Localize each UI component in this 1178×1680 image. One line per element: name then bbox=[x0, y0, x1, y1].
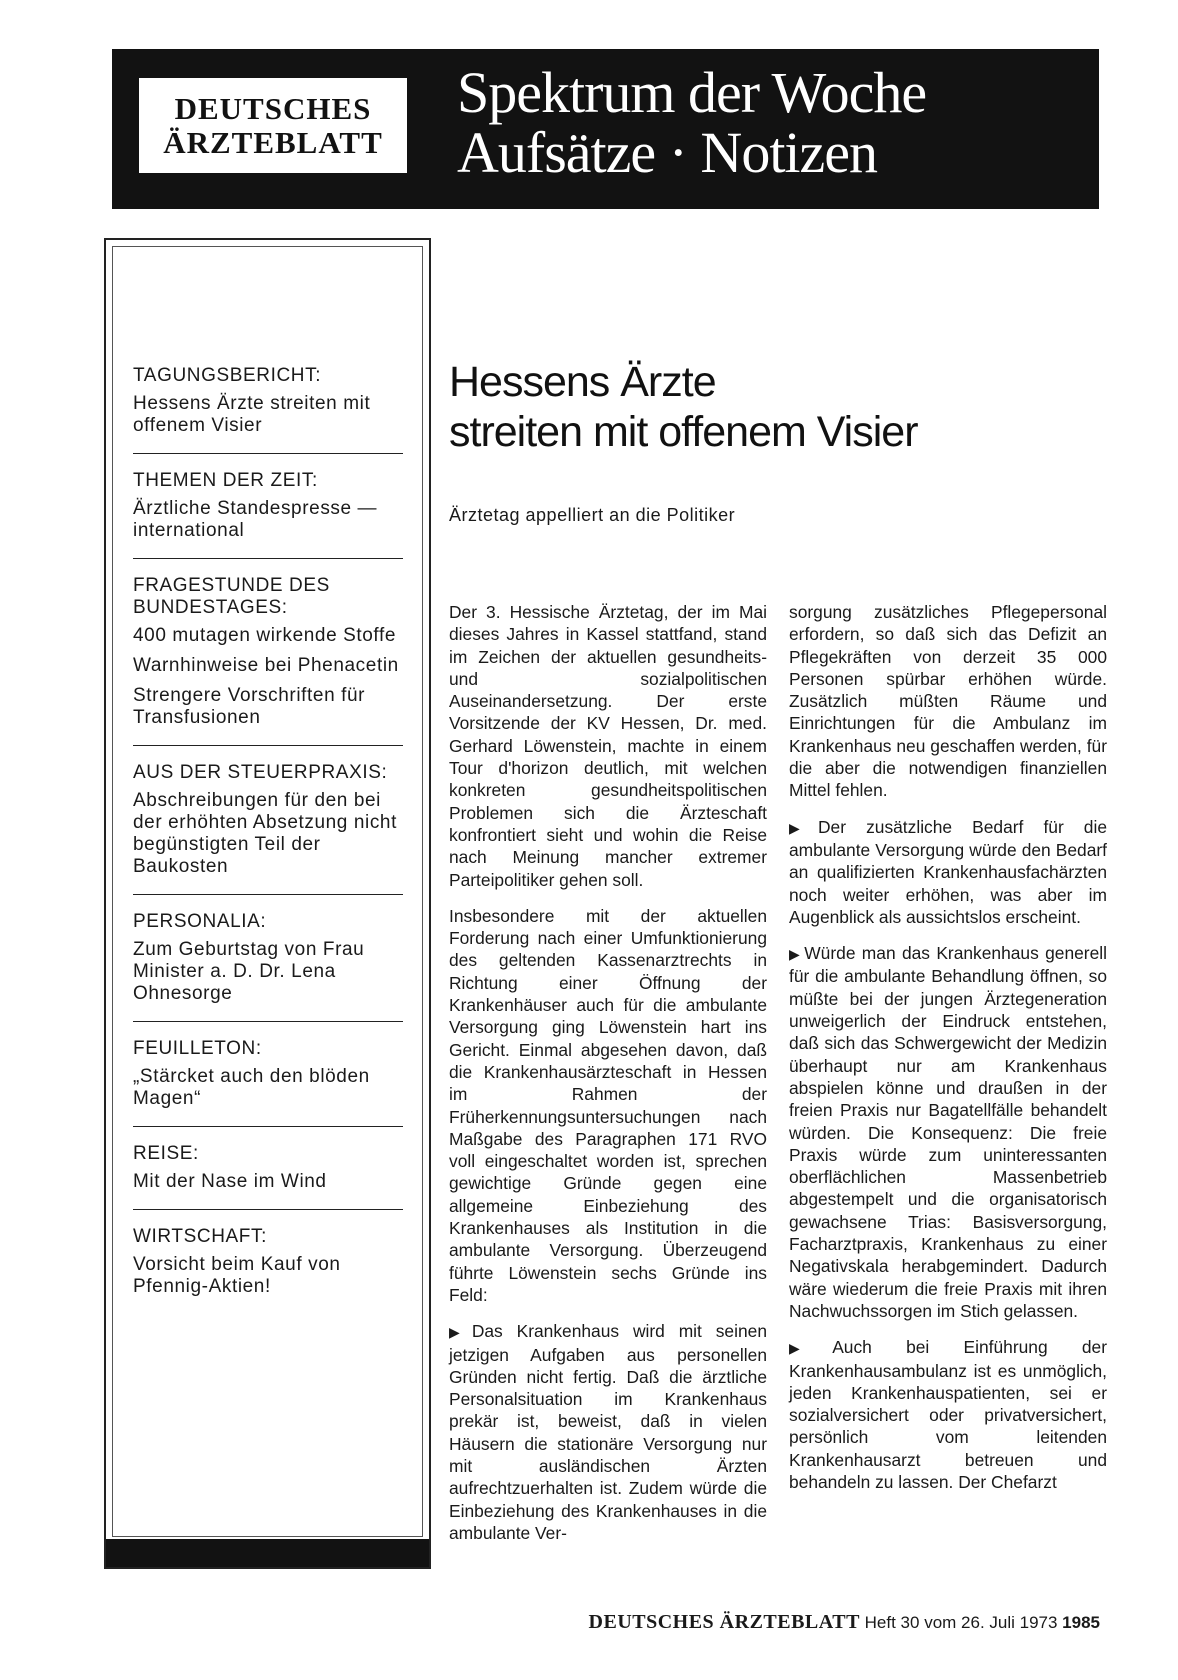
toc-section bbox=[133, 1143, 403, 1210]
footer-journal-name: DEUTSCHES ÄRZTEBLATT bbox=[588, 1611, 860, 1633]
paragraph-text: Auch bei Einführung der Krankenhausambulanz ist es unmöglich, jeden Krankenhauspatienten, sei er sozialversichert oder privatversichert, persönlich vom leitenden Krankenhausarzt betreuen und behandeln zu lassen. Der Chefarzt bbox=[789, 1337, 1107, 1492]
toc-category: FEUILLETON: bbox=[133, 1038, 262, 1059]
section-title-line-2: Aufsätze · Notizen bbox=[457, 120, 878, 185]
toc-item: 400 mutagen wirkende Stoffe bbox=[133, 625, 397, 646]
toc-category: TAGUNGSBERICHT: bbox=[133, 365, 322, 386]
article-paragraph bbox=[449, 601, 767, 891]
article-paragraph bbox=[449, 905, 767, 1306]
logo-line-2: ÄRZTEBLATT bbox=[163, 124, 383, 160]
sidebar-footer-bar bbox=[106, 1539, 429, 1567]
toc-category: PERSONALIA: bbox=[133, 911, 267, 932]
toc-section bbox=[133, 365, 403, 454]
paragraph-text: sorgung zusätzliches Pflegepersonal erfordern, so daß sich das Defizit an Pflegekräften von derzeit 35 000 Personen spürbar erhöhen würde. Zusätzlich müßten Räume und Einrichtungen für die Ambulanz im Krankenhaus neu geschaffen werden, für die aber die notwendigen finanziellen Mittel fehlen. bbox=[789, 602, 1107, 801]
toc-item: Zum Geburtstag von Frau Minister a. D. Dr. Lena Ohnesorge bbox=[133, 939, 365, 1004]
toc-section bbox=[133, 911, 403, 1022]
article-headline bbox=[449, 357, 1089, 457]
toc-section bbox=[133, 575, 403, 746]
page-number: 1985 bbox=[1062, 1613, 1100, 1632]
article-paragraph bbox=[789, 1336, 1107, 1493]
article-paragraph bbox=[789, 942, 1107, 1322]
article-subheadline: Ärztetag appelliert an die Politiker bbox=[449, 505, 736, 525]
article-paragraph bbox=[789, 601, 1107, 802]
masthead-banner bbox=[112, 49, 1099, 209]
section-title bbox=[457, 60, 927, 185]
toc-category: FRAGESTUNDE DES BUNDESTAGES: bbox=[133, 575, 330, 618]
bullet-arrow-icon: ▶ bbox=[789, 1340, 830, 1357]
paragraph-text: Das Krankenhaus wird mit seinen jetzigen Aufgaben aus personellen Gründen nicht fertig. Daß die ärztliche Personalsituation im Krankenhaus prekär ist, beweist, daß in vielen Häusern die stationäre Versorgung nur mit ausländischen Ärzten aufrechtzuerhalten ist. Zudem würde die Einbeziehung des Krankenhauses in die ambulante Ver- bbox=[449, 1321, 767, 1543]
toc-item: Ärztliche Standespresse — international bbox=[133, 498, 378, 541]
toc-item: „Stärcket auch den blöden Magen“ bbox=[133, 1066, 370, 1109]
toc-item: Hessens Ärzte streiten mit offenem Visier bbox=[133, 393, 371, 436]
toc-section bbox=[133, 1038, 403, 1127]
paragraph-text: Der 3. Hessische Ärztetag, der im Mai dieses Jahres in Kassel stattfand, stand im Zeichen der aktuellen gesundheits- und sozialpolitischen Auseinandersetzung. Der erste Vorsitzende der KV Hessen, Dr. med. Gerhard Löwenstein, machte in einem Tour d'horizon deutlich, mit welchen konkreten gesundheitspolitischen Problemen sich die Ärzteschaft konfrontiert sieht und wohin die Reise nach Meinung mancher extremer Parteipolitiker gehen soll. bbox=[449, 602, 767, 890]
article-column-2 bbox=[789, 601, 1107, 1493]
toc-item: Mit der Nase im Wind bbox=[133, 1171, 327, 1192]
bullet-arrow-icon: ▶ bbox=[789, 946, 802, 963]
toc-section bbox=[133, 470, 403, 559]
toc-category: THEMEN DER ZEIT: bbox=[133, 470, 318, 491]
footer-issue: Heft 30 vom 26. Juli 1973 bbox=[864, 1613, 1058, 1632]
toc-section bbox=[133, 1226, 403, 1314]
page-footer bbox=[589, 1611, 1100, 1634]
toc-item: Abschreibungen für den bei der erhöhten Absetzung nicht begünstigten Teil der Baukosten bbox=[133, 790, 397, 877]
paragraph-text: Der zusätzliche Bedarf für die ambulante Versorgung würde den Bedarf an qualifizierten Krankenhausfachärzten noch weiter erhöhen, was aber im Augenblick als aussichtslos erscheint. bbox=[789, 816, 1107, 927]
paragraph-text: Insbesondere mit der aktuellen Forderung nach einer Umfunktionierung des geltenden Kassenarztrechts in Richtung einer Öffnung der Krankenhäuser auch für die ambulante Versorgung ging Löwenstein hart ins Gericht. Einmal abgesehen davon, daß die Krankenhausärzteschaft in Hessen im Rahmen der Früherkennungsuntersuchungen nach Maßgabe des Paragraphen 171 RVO voll eingeschaltet worden ist, sprechen gewichtige Gründe gegen eine allgemeine Einbeziehung des Krankenhauses als Institution in die ambulante Versorgung. Überzeugend führte Löwenstein sechs Gründe ins Feld: bbox=[449, 905, 767, 1305]
article-column-1 bbox=[449, 601, 767, 1544]
section-title-line-1: Spektrum der Woche bbox=[457, 60, 927, 125]
bullet-arrow-icon: ▶ bbox=[789, 819, 815, 836]
toc-category: AUS DER STEUERPRAXIS: bbox=[133, 762, 388, 783]
logo-line-1: DEUTSCHES bbox=[174, 90, 372, 126]
paragraph-text: Würde man das Krankenhaus generell für die ambulante Behandlung öffnen, so müßte bei der jungen Ärztegeneration unweigerlich der Eindruck entstehen, daß sich das Schwergewicht der Medizin überhaupt nur am Krankenhaus abspielen könne und draußen in der freien Praxis nur Bagatellfälle behandelt würden. Die Konsequenz: Die freie Praxis würde zum uninteressanten oberflächlichen Massenbetrieb abgestempelt und die organisatorisch gewachsene Trias: Basisversorgung, Facharztpraxis, Krankenhaus zu einer Negativskala herabgemindert. Dadurch wäre wiederum die freie Praxis mit ihren Nachwuchssorgen im Stich gelassen. bbox=[789, 943, 1107, 1321]
journal-logo bbox=[139, 78, 407, 173]
toc-item: Strengere Vorschriften für Transfusionen bbox=[133, 685, 366, 728]
table-of-contents bbox=[133, 365, 403, 1330]
toc-item: Vorsicht beim Kauf von Pfennig-Aktien! bbox=[133, 1254, 341, 1297]
headline-line-1: Hessens Ärzte bbox=[449, 358, 716, 406]
toc-section bbox=[133, 762, 403, 895]
toc-category: WIRTSCHAFT: bbox=[133, 1226, 267, 1247]
article-paragraph bbox=[789, 816, 1107, 928]
bullet-arrow-icon: ▶ bbox=[449, 1324, 469, 1341]
contents-sidebar bbox=[104, 238, 431, 1569]
article-paragraph bbox=[449, 1320, 767, 1544]
toc-category: REISE: bbox=[133, 1143, 199, 1164]
headline-line-2: streiten mit offenem Visier bbox=[449, 408, 918, 456]
toc-item: Warnhinweise bei Phenacetin bbox=[133, 655, 399, 676]
